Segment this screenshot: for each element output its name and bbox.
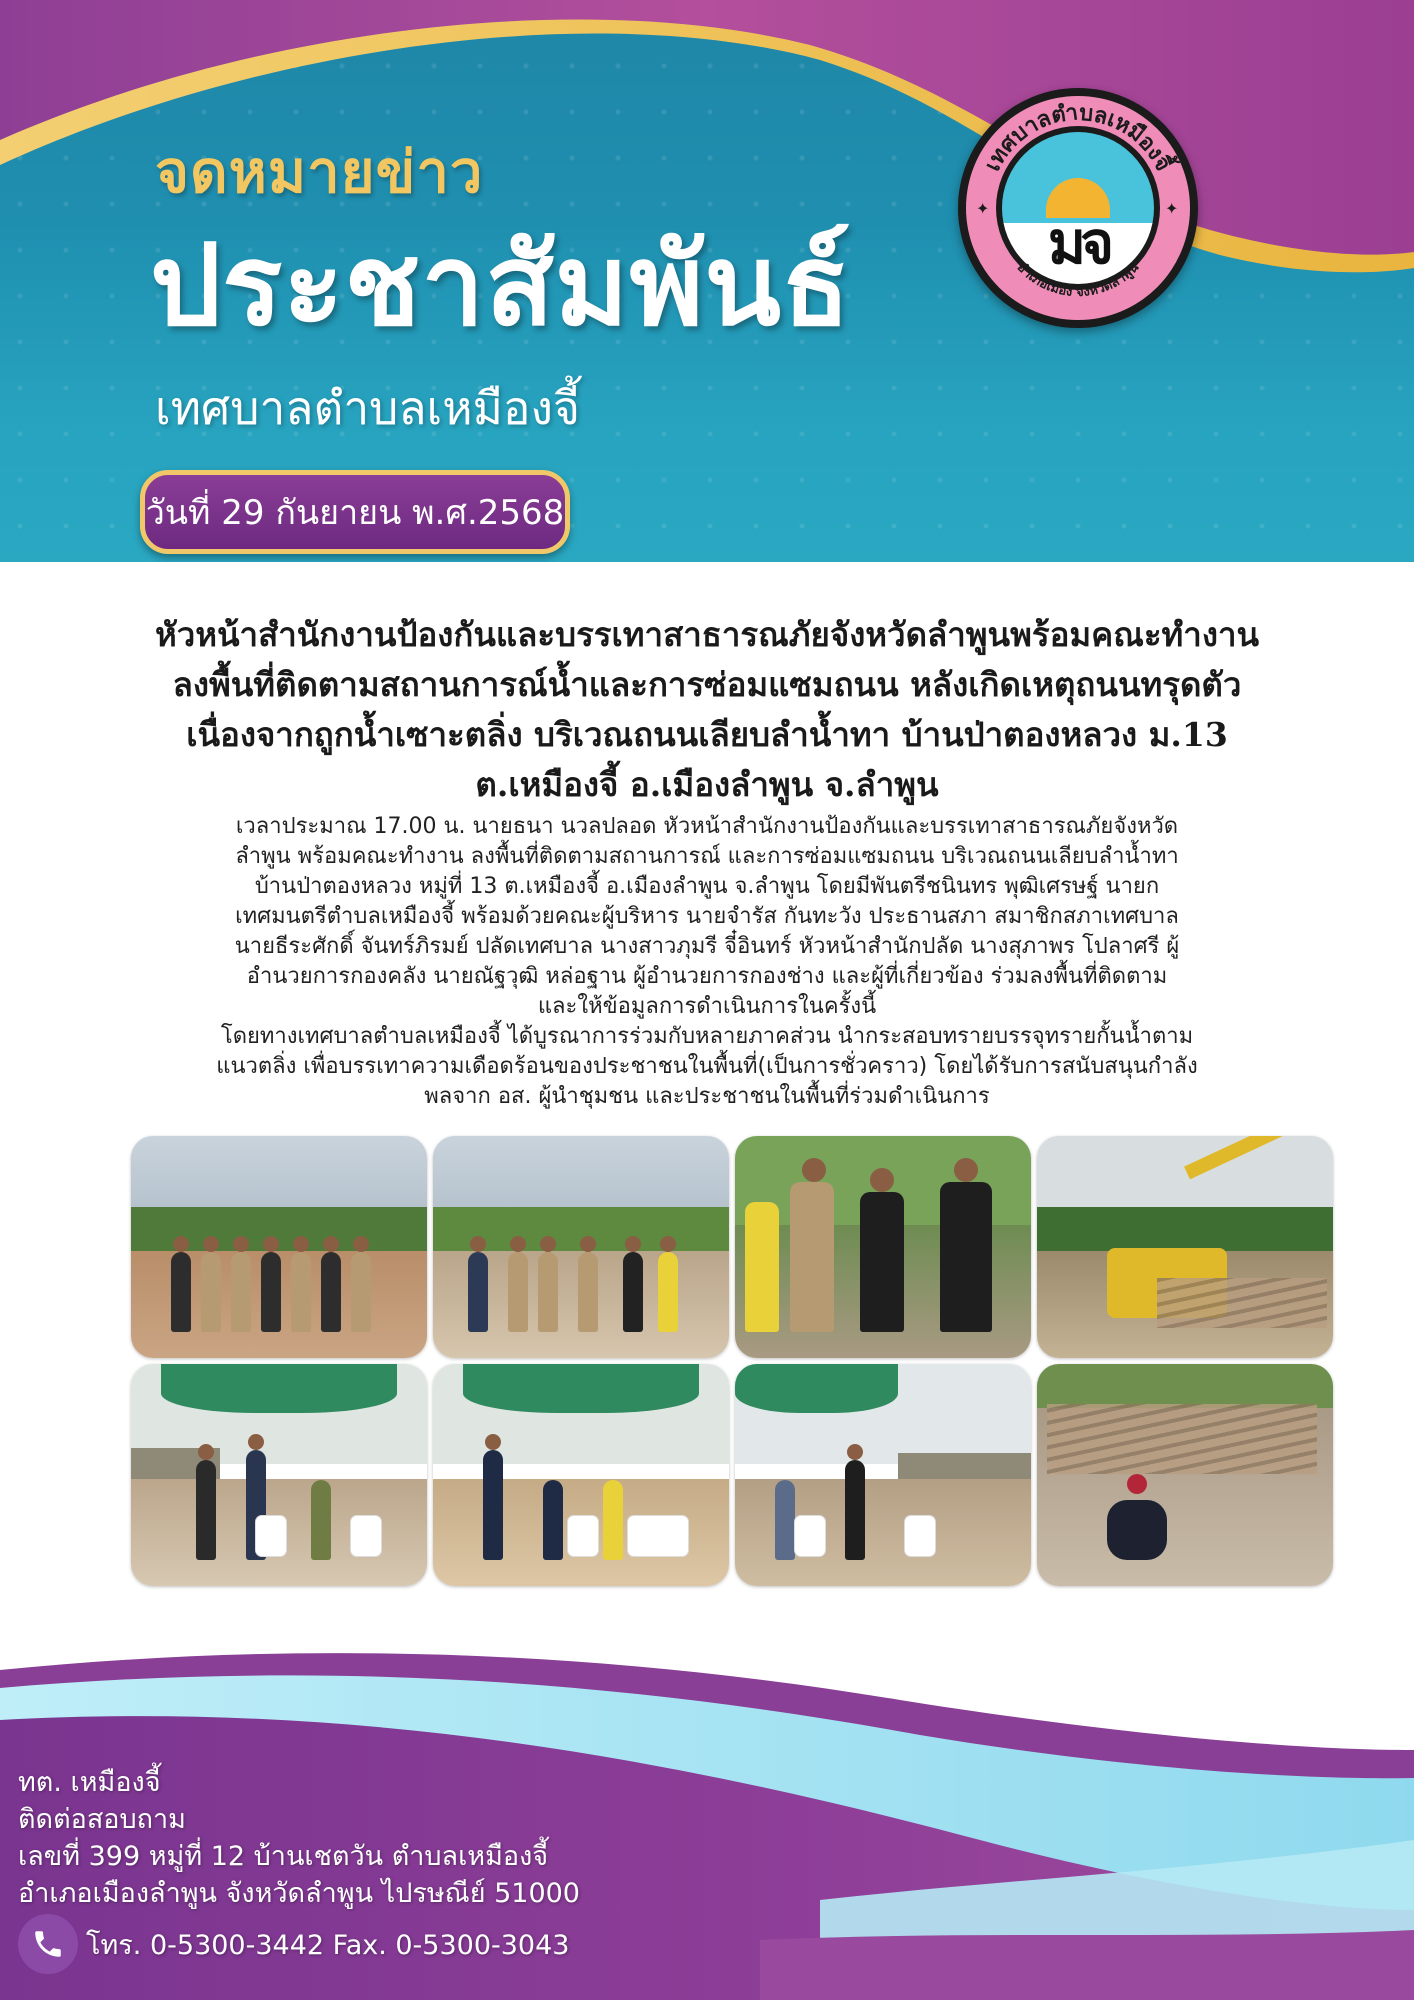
photo-officials-talking: [735, 1136, 1031, 1358]
date-text: วันที่ 29 กันยายน พ.ศ.2568: [145, 493, 565, 533]
body-line: นายธีระศักดิ์ จันทร์ภิรมย์ ปลัดเทศบาล นางสาวภุมรี จี๋อินทร์ หัวหน้าสำนักปลัด นางสุภาพร โปลาศรี ผู้: [234, 934, 1180, 959]
footer-contact-label: ติดต่อสอบถาม: [18, 1804, 186, 1835]
body-line: บ้านป่าตองหลวง หมู่ที่ 13 ต.เหมืองจี้ อ.เมืองลำพูน จ.ลำพูน โดยมีพันตรีชนินทร พุฒิเศรษฐ์ นายก: [254, 874, 1160, 899]
seal-ring-text: [958, 88, 1198, 328]
newsletter-kicker: จดหมายข่าว: [155, 138, 484, 206]
photo-excavator: [1037, 1136, 1333, 1358]
headline-line: ต.เหมืองจี้ อ.เมืองลำพูน จ.ลำพูน: [475, 765, 939, 804]
headline-line: เนื่องจากถูกน้ำเซาะตลิ่ง บริเวณถนนเลียบลำน้ำทา บ้านป่าตองหลวง ม.13: [186, 715, 1228, 754]
news-headline: [95, 610, 1319, 810]
photo-officials-by-river: [131, 1136, 427, 1358]
photo-sandbag-tent: [131, 1364, 427, 1586]
header-banner: [0, 0, 1414, 562]
seal-bottom-text: อำเภอเมือง จังหวัดลำพูน: [1013, 260, 1143, 301]
body-line: โดยทางเทศบาลตำบลเหมืองจี้ ได้บูรณาการร่วมกับหลายภาคส่วน นำกระสอบทรายบรรจุทรายกั้นน้ำตาม: [220, 1024, 1194, 1049]
phone-fax-text: โทร. 0-5300-3442 Fax. 0-5300-3043: [86, 1929, 570, 1961]
footer-address-line: อำเภอเมืองลำพูน จังหวัดลำพูน ไปรษณีย์ 51000: [18, 1878, 580, 1909]
phone-icon: [18, 1914, 78, 1974]
photo-sandbag-filling: [433, 1364, 729, 1586]
body-line: แนวตลิ่ง เพื่อบรรเทาความเดือดร้อนของประชาชนในพื้นที่(เป็นการชั่วคราว) โดยได้รับการสนับสนุนกำลัง: [216, 1054, 1198, 1079]
seal-top-text: เทศบาลตำบลเหมืองจี้: [980, 100, 1176, 176]
photo-sandbag-riverbank: [735, 1364, 1031, 1586]
news-body: [150, 812, 1264, 1112]
headline-line: ลงพื้นที่ติดตามสถานการณ์น้ำและการซ่อมแซมถนน หลังเกิดเหตุถนนทรุดตัว: [172, 665, 1242, 704]
contact-info: [18, 1764, 580, 1912]
phone-row: [18, 1914, 569, 1974]
svg-text:เทศบาลตำบลเหมืองจี้: [980, 100, 1181, 177]
date-badge: [140, 470, 570, 554]
body-line: ลำพูน พร้อมคณะทำงาน ลงพื้นที่ติดตามสถานการณ์ และการซ่อมแซมถนน บริเวณถนนเลียบลำน้ำทา: [235, 844, 1179, 869]
photo-cutting-poles: [1037, 1364, 1333, 1586]
body-line: เวลาประมาณ 17.00 น. นายธนา นวลปลอด หัวหน้าสำนักงานป้องกันและบรรเทาสาธารณภัยจังหวัด: [235, 814, 1179, 839]
seal-star-left-icon: ✦: [976, 199, 990, 218]
footer-address-line: เลขที่ 399 หมู่ที่ 12 บ้านเชตวัน ตำบลเหมืองจี้: [18, 1841, 549, 1872]
main-title: ประชาสัมพันธ์: [150, 221, 852, 351]
photo-officials-on-road: [433, 1136, 729, 1358]
org-name: เทศบาลตำบลเหมืองจี้: [155, 381, 580, 435]
body-line: และให้ข้อมูลการดำเนินการในครั้งนี้: [537, 994, 877, 1019]
photo-grid: [131, 1136, 1333, 1588]
footer-org: ทต. เหมืองจี้: [18, 1767, 161, 1798]
body-line: พลจาก อส. ผู้นำชุมชน และประชาชนในพื้นที่ร่วมดำเนินการ: [424, 1084, 990, 1109]
body-line: อำนวยการกองคลัง นายณัฐวุฒิ หล่อฐาน ผู้อำนวยการกองช่าง และผู้ที่เกี่ยวข้อง ร่วมลงพื้นที่ติดตาม: [246, 964, 1168, 989]
seal-monogram: มจ: [1047, 209, 1109, 277]
municipality-seal-logo: [958, 88, 1198, 328]
headline-line: หัวหน้าสำนักงานป้องกันและบรรเทาสาธารณภัยจังหวัดลำพูนพร้อมคณะทำงาน: [154, 615, 1260, 654]
body-line: เทศมนตรีตำบลเหมืองจี้ พร้อมด้วยคณะผู้บริหาร นายจำรัส กันทะวัง ประธานสภา สมาชิกสภาเทศบาล: [235, 904, 1179, 929]
seal-star-right-icon: ✦: [1165, 199, 1179, 218]
svg-text:อำเภอเมือง จังหวัดลำพูน: [1014, 259, 1142, 300]
